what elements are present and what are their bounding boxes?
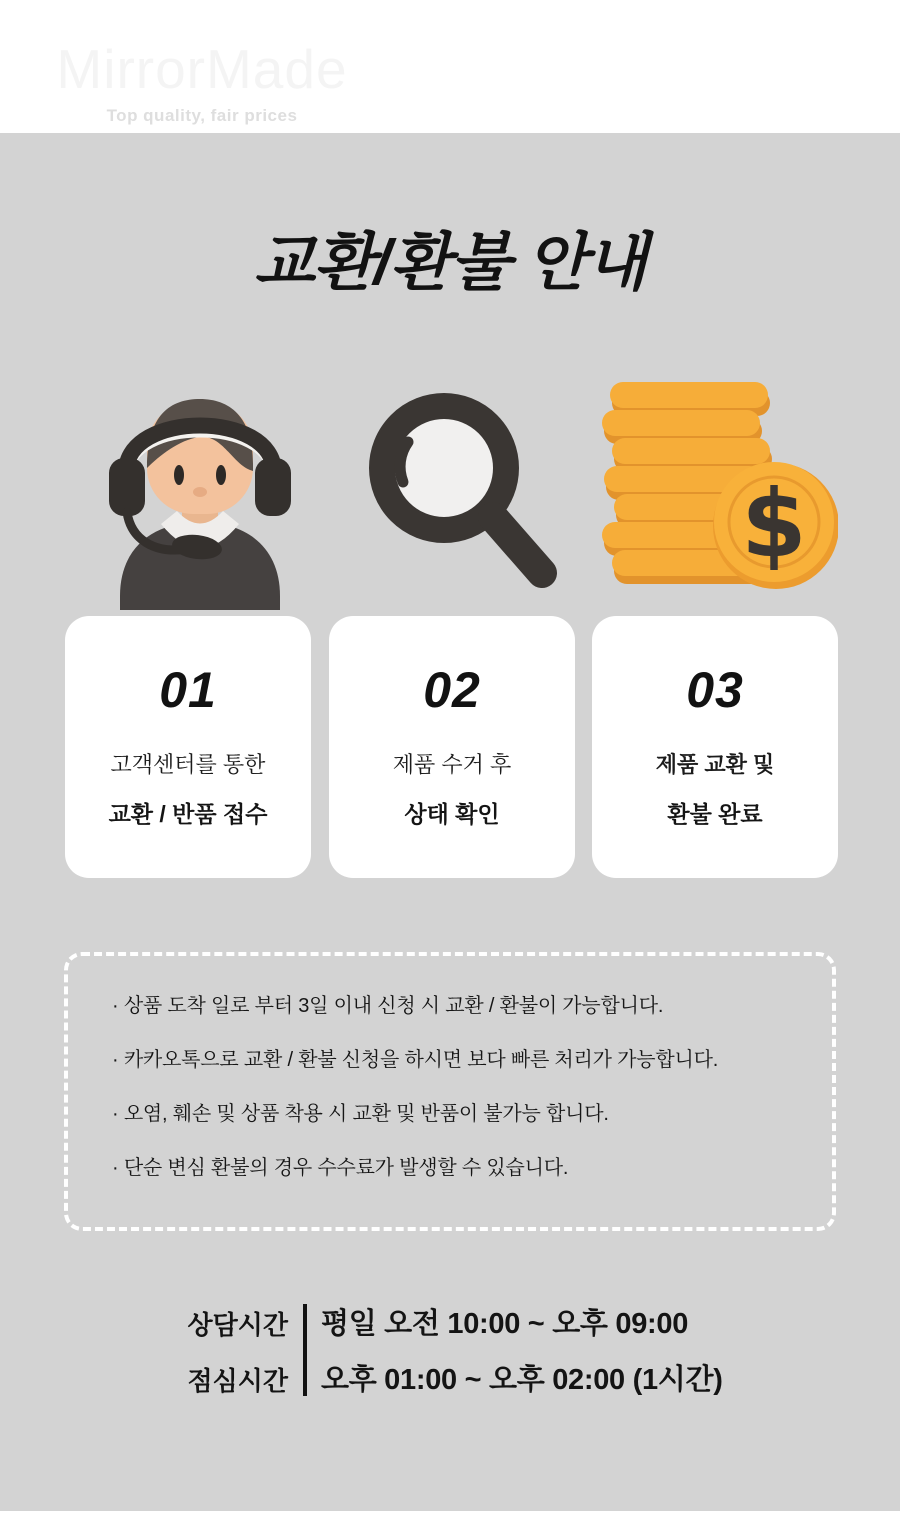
consult-hours-value: 평일 오전 10:00 ~ 오후 09:00 — [321, 1308, 689, 1340]
step-number: 02 — [423, 662, 481, 718]
brand-header — [56, 38, 348, 126]
policy-note: · 단순 변심 환불의 경우 수수료가 발생할 수 있습니다. — [112, 1157, 569, 1179]
lunch-hours-value: 오후 01:00 ~ 오후 02:00 (1시간) — [321, 1364, 723, 1396]
policy-notes-box — [64, 952, 836, 1231]
page-title: 교환/환불 안내 — [253, 228, 647, 298]
brand-tagline: Top quality, fair prices — [106, 106, 298, 125]
step-description-line2: 상태 확인 — [404, 801, 500, 827]
policy-note: · 상품 도착 일로 부터 3일 이내 신청 시 교환 / 환불이 가능합니다. — [112, 995, 664, 1017]
lunch-hours-label: 점심시간 — [187, 1366, 288, 1396]
step-description-line1: 고객센터를 통한 — [110, 752, 266, 777]
step-description-line1: 제품 교환 및 — [655, 752, 775, 777]
step-card-1 — [65, 616, 311, 878]
brand-logo: MirrorMade — [56, 38, 348, 100]
step-description-line1: 제품 수거 후 — [392, 752, 512, 777]
svg-text:$: $ — [741, 470, 807, 579]
step-description-line2: 교환 / 반품 접수 — [108, 801, 268, 827]
headset-agent-icon — [95, 372, 305, 610]
policy-note: · 오염, 훼손 및 상품 착용 시 교환 및 반품이 불가능 합니다. — [112, 1103, 609, 1125]
step-description-line2: 환불 완료 — [667, 801, 763, 827]
policy-note: · 카카오톡으로 교환 / 환불 신청을 하시면 보다 빠른 처리가 가능합니다. — [112, 1049, 719, 1071]
step-card-2 — [329, 616, 575, 878]
policy-notes-list — [112, 992, 802, 1182]
coins-icon — [598, 376, 838, 596]
step-number: 01 — [159, 662, 217, 718]
magnifier-icon — [352, 382, 565, 594]
consult-hours-label: 상담시간 — [187, 1310, 288, 1340]
step-card-3 — [592, 616, 838, 878]
hours-divider — [303, 1304, 307, 1396]
step-number: 03 — [686, 662, 744, 718]
